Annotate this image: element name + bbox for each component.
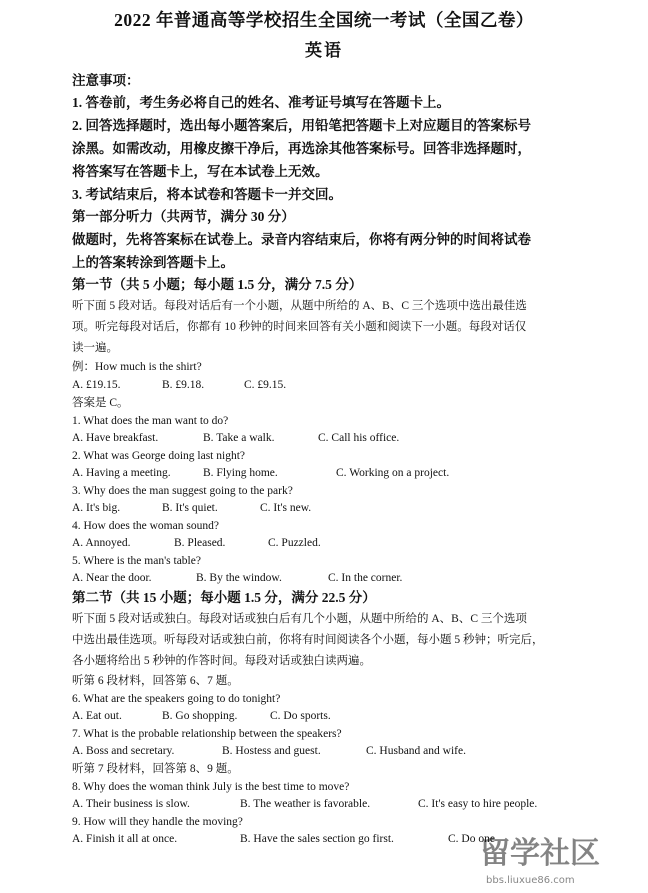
site-watermark-logo: [472, 825, 642, 889]
question-4-option-c: C. Puzzled.: [268, 537, 321, 549]
question-7-option-c: C. Husband and wife.: [366, 745, 466, 757]
question-2: 2. What was George doing last night?: [72, 450, 245, 462]
part1-intro-line-2: 上的答案转涂到答题卡上。: [72, 255, 234, 270]
question-6-option-a: A. Eat out.: [72, 710, 122, 722]
section2-instructions-line-3: 各小题将给出 5 秒钟的作答时间。每段对话或独白读两遍。: [72, 655, 371, 667]
question-3: 3. Why does the man suggest going to the park?: [72, 485, 293, 497]
section1-instructions-line-1: 听下面 5 段对话。每段对话后有一个小题，从题中所给的 A、B、C 三个选项中选出最佳选: [72, 300, 527, 312]
example-question: 例：How much is the shirt?: [72, 361, 202, 373]
question-5-option-c: C. In the corner.: [328, 572, 403, 584]
question-5-option-b: B. By the window.: [196, 572, 282, 584]
material-6-instruction: 听第 6 段材料，回答第 6、7 题。: [72, 675, 239, 687]
question-6-option-b: B. Go shopping.: [162, 710, 238, 722]
question-7: 7. What is the probable relationship between the speakers?: [72, 728, 342, 740]
example-option-a: A. £19.15.: [72, 379, 121, 391]
question-2-option-a: A. Having a meeting.: [72, 467, 171, 479]
question-5-option-a: A. Near the door.: [72, 572, 152, 584]
question-8-option-b: B. The weather is favorable.: [240, 798, 371, 810]
question-6: 6. What are the speakers going to do tonight?: [72, 693, 281, 705]
section1-instructions-line-3: 读一遍。: [72, 342, 118, 354]
section2-instructions-line-2: 中选出最佳选项。听每段对话或独白前，你将有时间阅读各个小题，每小题 5 秒钟；听完后，: [72, 634, 544, 646]
exam-subject: 英语: [305, 41, 343, 60]
watermark-url-text: bbs.liuxue86.com: [486, 875, 575, 886]
notes-item-1: 1. 答卷前，考生务必将自己的姓名、准考证号填写在答题卡上。: [72, 95, 450, 110]
notes-item-3: 3. 考试结束后，将本试卷和答题卡一并交回。: [72, 187, 342, 202]
question-7-option-a: A. Boss and secretary.: [72, 745, 175, 757]
question-9: 9. How will they handle the moving?: [72, 816, 243, 828]
question-9-option-b: B. Have the sales section go first.: [240, 833, 394, 845]
question-4: 4. How does the woman sound?: [72, 520, 219, 532]
question-9-option-a: A. Finish it all at once.: [72, 833, 178, 845]
notes-item-2-line-2: 涂黑。如需改动，用橡皮擦干净后，再选涂其他答案标号。回答非选择题时，: [72, 141, 531, 156]
question-3-option-c: C. It's new.: [260, 502, 312, 514]
question-3-option-a: A. It's big.: [72, 502, 121, 514]
example-option-c: C. £9.15.: [244, 379, 287, 391]
question-2-option-c: C. Working on a project.: [336, 467, 450, 479]
notes-heading: 注意事项：: [72, 73, 140, 88]
question-3-option-b: B. It's quiet.: [162, 502, 218, 514]
question-8: 8. Why does the woman think July is the best time to move?: [72, 781, 350, 793]
section1-heading: 第一节（共 5 小题；每小题 1.5 分，满分 7.5 分）: [72, 277, 363, 292]
exam-title: 2022 年普通高等学校招生全国统一考试（全国乙卷）: [114, 10, 534, 30]
question-1-option-c: C. Call his office.: [318, 432, 400, 444]
question-1-option-b: B. Take a walk.: [203, 432, 275, 444]
section1-instructions-line-2: 项。听完每段对话后，你都有 10 秒钟的时间来回答有关小题和阅读下一小题。每段对话仅: [72, 321, 527, 333]
question-8-option-c: C. It's easy to hire people.: [418, 798, 538, 810]
example-option-b: B. £9.18.: [162, 379, 205, 391]
part1-intro-line-1: 做题时，先将答案标在试卷上。录音内容结束后，你将有两分钟的时间将试卷: [72, 232, 531, 247]
question-7-option-b: B. Hostess and guest.: [222, 745, 321, 757]
question-5: 5. Where is the man's table?: [72, 555, 201, 567]
part1-heading: 第一部分听力（共两节，满分 30 分）: [72, 209, 295, 224]
question-1-option-a: A. Have breakfast.: [72, 432, 159, 444]
question-2-option-b: B. Flying home.: [203, 467, 278, 479]
question-4-option-a: A. Annoyed.: [72, 537, 131, 549]
material-7-instruction: 听第 7 段材料，回答第 8、9 题。: [72, 763, 239, 775]
notes-item-2-line-3: 将答案写在答题卡上，写在本试卷上无效。: [72, 164, 329, 179]
example-answer: 答案是 C。: [72, 397, 129, 409]
question-1: 1. What does the man want to do?: [72, 415, 229, 427]
notes-item-2-line-1: 2. 回答选择题时，选出每小题答案后，用铅笔把答题卡上对应题目的答案标号: [72, 118, 531, 133]
question-4-option-b: B. Pleased.: [174, 537, 226, 549]
question-9-option-c: C. Do one: [448, 833, 495, 845]
section2-instructions-line-1: 听下面 5 段对话或独白。每段对话或独白后有几个小题，从题中所给的 A、B、C 三个选项: [72, 613, 527, 625]
question-6-option-c: C. Do sports.: [270, 710, 331, 722]
section2-heading: 第二节（共 15 小题；每小题 1.5 分，满分 22.5 分）: [72, 590, 376, 605]
question-8-option-a: A. Their business is slow.: [72, 798, 190, 810]
watermark-logo-text: 留学社区: [480, 836, 600, 871]
